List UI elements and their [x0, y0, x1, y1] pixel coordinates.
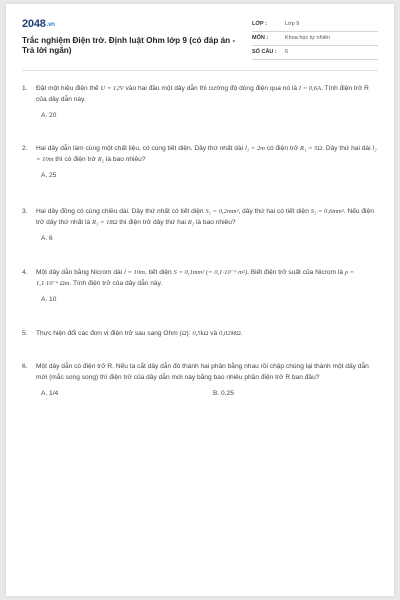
- question-number: 4.: [22, 269, 28, 276]
- answer-row: [41, 389, 378, 400]
- math-expression: S₂ = 0,6mm²: [310, 208, 344, 215]
- header-divider: [22, 70, 378, 71]
- question-4: [22, 268, 378, 306]
- meta-row-class: [252, 18, 378, 32]
- question-1: [22, 84, 378, 122]
- math-expression: R₂: [187, 218, 195, 226]
- question-text: Hai dây đồng có cùng chiều dài. Dây thứ nhất có tiết diện S₁ = 0,2mm², dây thứ hai có tiết diện S₂ = 0,6mm². Nếu điện trở dây thứ nhất là R₁ = 18Ω thì điện trở dây thứ hai R₂ là bao nhiêu?: [36, 208, 374, 226]
- answer: A. 25: [41, 172, 57, 179]
- math-expression: U = 12V: [100, 85, 124, 92]
- math-expression: Ω: [181, 330, 187, 337]
- question-number: 5.: [22, 330, 28, 337]
- math-expression: S₁ = 0,2mm²: [205, 208, 239, 215]
- question-5: [22, 329, 378, 340]
- math-expression: l₁ = 2m: [244, 145, 265, 152]
- answer: B. 0,25: [213, 390, 234, 397]
- answer: A. 10: [41, 296, 57, 303]
- logo-suffix: .vn: [46, 22, 55, 28]
- question-text: Hai dây dẫn làm cùng một chất liệu, có cùng tiết diện. Dây thứ nhất dài l₁ = 2m có điện trở R₁ = 5Ω. Dây thứ hai dài l₂ = 10m thì có điện trở R₂ là bao nhiêu?: [36, 145, 377, 163]
- site-logo[interactable]: [22, 18, 55, 30]
- question-3: [22, 207, 378, 245]
- math-expression: S = 0,1mm² (= 0,1·10⁻⁶ m²): [173, 269, 248, 276]
- math-expression: ρ = 1,1·10⁻⁶ Ωm: [36, 269, 355, 287]
- math-expression: 0,02MΩ: [218, 330, 241, 337]
- meta-row-subject: [252, 32, 378, 46]
- math-expression: l₂ = 10m: [36, 145, 377, 163]
- meta-label: SỐ CÂU :: [252, 49, 277, 55]
- math-expression: R₁ = 18Ω: [92, 218, 118, 226]
- math-expression: I = 0,6A: [298, 85, 322, 92]
- meta-row-count: [252, 46, 378, 60]
- answer: A. 20: [41, 112, 57, 119]
- math-expression: R₂: [97, 155, 105, 163]
- meta-label: LỚP :: [252, 21, 267, 27]
- meta-value: 6: [285, 49, 289, 55]
- logo-text: 2048: [22, 18, 46, 30]
- question-text: Đặt một hiệu điện thế U = 12V vào hai đầu một dây dẫn thì cường độ dòng điện qua nó là I = 0,6A. Tính điện trở R của dây dẫn này.: [36, 85, 369, 103]
- document-title: Trắc nghiệm Điện trở. Định luật Ohm lớp 9 (có đáp án - Trả lời ngắn): [22, 36, 236, 55]
- meta-label: MÔN :: [252, 35, 269, 41]
- question-number: 1.: [22, 85, 28, 92]
- question-number: 2.: [22, 145, 28, 152]
- question-number: 6.: [22, 363, 28, 370]
- question-2: [22, 144, 378, 182]
- document-meta: [252, 18, 378, 60]
- question-number: 3.: [22, 208, 28, 215]
- document-page: [6, 4, 394, 596]
- meta-value: Lớp 9: [285, 21, 300, 27]
- math-expression: R₁ = 5Ω: [300, 145, 323, 152]
- document-header: [22, 14, 378, 66]
- answer: A. 6: [41, 235, 53, 242]
- question-text: Thực hiện đổi các đơn vị điện trở sau sang Ohm (Ω): 0,5kΩ và 0,02MΩ.: [36, 330, 243, 337]
- answer: A. 1/4: [41, 390, 59, 397]
- question-text: Một dây dẫn có điện trở R. Nếu ta cắt dây dẫn đó thành hai phần bằng nhau rồi chập chúng lại thành một dây dẫn mới (mắc song song) thì điện trở của dây dẫn mới này bằng bao nhiêu phần điện trở R ban đầu?: [36, 363, 369, 381]
- question-text: Một dây dẫn bằng Nicrom dài l = 10m, tiết diện S = 0,1mm² (= 0,1·10⁻⁶ m²). Biết điện trở suất của Nicrom là ρ = 1,1·10⁻⁶ Ωm. Tính điện trở của dây dẫn này.: [36, 269, 355, 287]
- meta-value: Khoa học tự nhiên: [285, 35, 330, 41]
- math-expression: 0,5kΩ: [192, 330, 209, 337]
- question-6: [22, 362, 378, 400]
- math-expression: l = 10m: [123, 269, 145, 276]
